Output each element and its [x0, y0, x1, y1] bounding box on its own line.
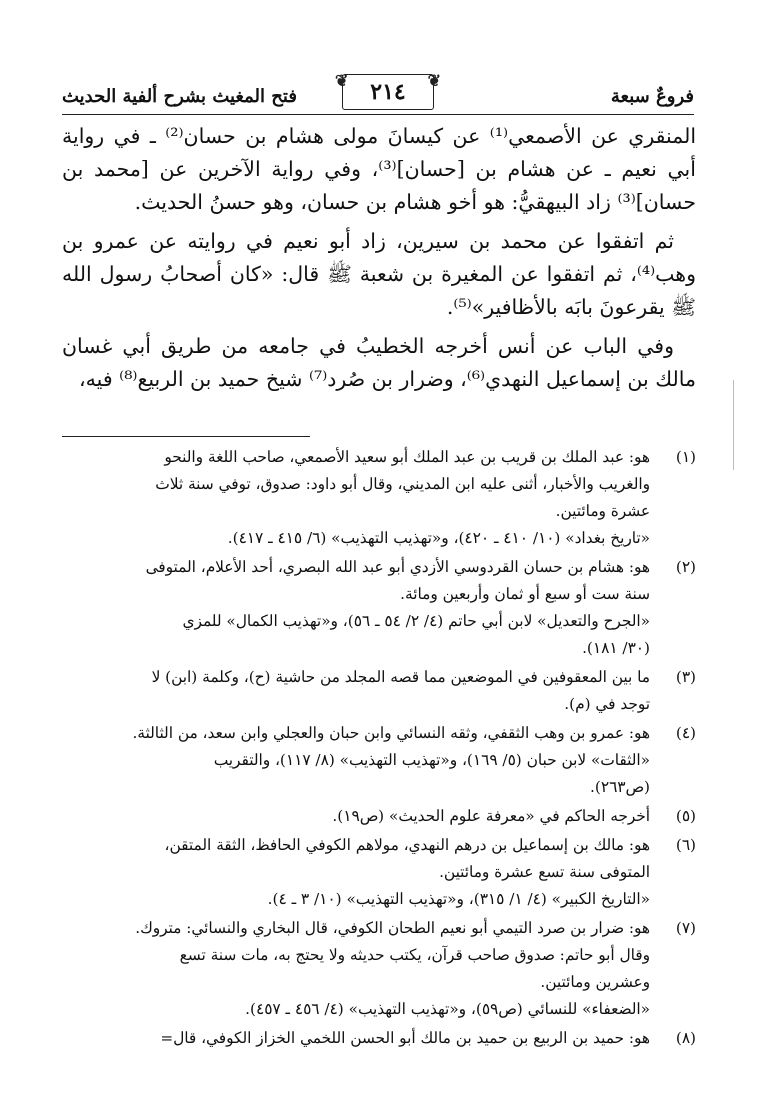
- book-title: فتح المغيث بشرح ألفية الحديث: [62, 86, 297, 107]
- footnote: [62, 664, 696, 718]
- footnote-line: هو: ضرار بن صرد التيمي أبو نعيم الطحان الكوفي، قال البخاري والنسائي: متروك.: [135, 919, 650, 937]
- footnote: [62, 720, 696, 801]
- footnote-line: هو: عبد الملك بن قريب بن عبد الملك أبو سعيد الأصمعي، صاحب اللغة والنحو: [164, 448, 650, 466]
- footnote: [62, 1025, 696, 1052]
- main-text: [62, 120, 696, 402]
- text-line: يقرعونَ بابَه بالأظافير»⁽⁵⁾.: [446, 295, 665, 319]
- footnote: [62, 554, 696, 662]
- page-header: [62, 72, 694, 116]
- footnote-line: (ص٢٦٣).: [590, 778, 650, 796]
- footnote-number: (٢): [675, 558, 696, 576]
- ornament-icon: ❦: [427, 71, 441, 90]
- text-line: نعيم ـ عن هشام بن [حسان]⁽³⁾، وفي رواية الآخرين عن [محمد بن حسان]⁽³⁾: [62, 157, 696, 214]
- footnote-number: (٥): [675, 807, 696, 825]
- footnote: [62, 444, 696, 552]
- footnote-line: المتوفى سنة تسع عشرة ومائتين.: [439, 863, 650, 881]
- paragraph: [62, 120, 696, 219]
- page-number: ٢١٤: [370, 79, 406, 105]
- footnote-line: «الضعفاء» للنسائي (ص٥٩)، و«تهذيب التهذيب» (٤/ ٤٥٦ ـ ٤٥٧).: [245, 1000, 650, 1018]
- footnote-line: وقال أبو حاتم: صدوق صاحب قرآن، يكتب حديثه ولا يحتج به، مات سنة تسع: [179, 946, 650, 964]
- footnote-line: «تاريخ بغداد» (١٠/ ٤١٠ ـ ٤٢٠)، و«تهذيب التهذيب» (٦/ ٤١٥ ـ ٤١٧).: [227, 529, 650, 547]
- paragraph: [62, 225, 696, 324]
- footnote-line: «الجرح والتعديل» لابن أبي حاتم (٤/ ٢/ ٥٤ ـ ٥٦)، و«تهذيب الكمال» للمزي: [182, 612, 650, 630]
- footnote-line: «التاريخ الكبير» (٤/ ١/ ٣١٥)، و«تهذيب التهذيب» (١٠/ ٣ ـ ٤).: [267, 890, 650, 908]
- footnote-line: أخرجه الحاكم في «معرفة علوم الحديث» (ص١٩).: [332, 807, 650, 825]
- text-line: وهب⁽⁴⁾، ثم اتفقوا عن المغيرة بن شعبة ﷺ قال: «كان أصحابُ رسول الله ﷺ: [62, 262, 696, 319]
- footnote-line: هو: هشام بن حسان القردوسي الأزدي أبو عبد الله البصري، أحد الأعلام، المتوفى: [145, 558, 650, 576]
- footnote-number: (٧): [675, 919, 696, 937]
- paragraph: [62, 330, 696, 396]
- ornament-icon: ❦: [335, 71, 349, 90]
- footnote: [62, 803, 696, 830]
- text-line: مالك بن إسماعيل النهدي⁽⁶⁾، وضرار بن صُرد⁽⁷⁾ شيخ حميد بن الربيع⁽⁸⁾ فيه،: [79, 367, 696, 391]
- footnote-separator: [62, 436, 310, 437]
- text-line: المنقري عن الأصمعي⁽¹⁾ عن كيسانَ مولى هشام بن حسان⁽²⁾ ـ في رواية أبي: [62, 124, 697, 181]
- footnote-number: (٦): [675, 836, 696, 854]
- footnote: [62, 832, 696, 913]
- footnote-line: والغريب والأخبار، أثنى عليه ابن المديني، وقال أبو داود: صدوق، توفي سنة ثلاث: [155, 475, 650, 493]
- footnote-number: (٨): [675, 1029, 696, 1047]
- footnote-number: (١): [675, 448, 696, 466]
- footnote-line: وعشرين ومائتين.: [540, 973, 650, 991]
- footnote-number: (٣): [675, 668, 696, 686]
- footnotes: [62, 444, 696, 1054]
- header-divider: [62, 114, 694, 115]
- footnote-number: (٤): [675, 724, 696, 742]
- text-line: ثم اتفقوا عن محمد بن سيرين، زاد أبو نعيم في روايته عن عمرو بن: [62, 229, 674, 253]
- text-line: وفي الباب عن أنس أخرجه الخطيبُ في جامعه من طريق أبي غسان: [62, 334, 674, 358]
- footnote-line: توجد في (م).: [564, 695, 650, 713]
- section-title: فروعٌ سبعة: [610, 86, 694, 107]
- footnote-line: سنة ست أو سبع أو ثمان وأربعين ومائة.: [400, 585, 650, 603]
- footnote-line: هو: مالك بن إسماعيل بن درهم النهدي، مولاهم الكوفي الحافظ، الثقة المتقن،: [164, 836, 650, 854]
- footnote-line: هو: عمرو بن وهب الثقفي، وثقه النسائي وابن حبان والعجلي وابن سعد، من الثالثة.: [132, 724, 650, 742]
- footnote-line: ما بين المعقوفين في الموضعين مما قصه المجلد من حاشية (ح)، وكلمة (ابن) لا: [151, 668, 650, 686]
- text-line: زاد البيهقيُّ: هو أخو هشام بن حسان، وهو حسنُ الحديث.: [134, 190, 611, 214]
- page-number-box: [335, 71, 441, 110]
- footnote-line: عشرة ومائتين.: [555, 502, 650, 520]
- margin-mark: [733, 380, 734, 470]
- footnote-line: (٣٠/ ١٨١).: [582, 639, 650, 657]
- footnote: [62, 915, 696, 1023]
- footnote-line: «الثقات» لابن حبان (٥/ ١٦٩)، و«تهذيب التهذيب» (٨/ ١١٧)، والتقريب: [213, 751, 650, 769]
- footnote-line: هو: حميد بن الربيع بن حميد بن مالك أبو الحسن اللخمي الخزاز الكوفي، قال=: [160, 1029, 650, 1047]
